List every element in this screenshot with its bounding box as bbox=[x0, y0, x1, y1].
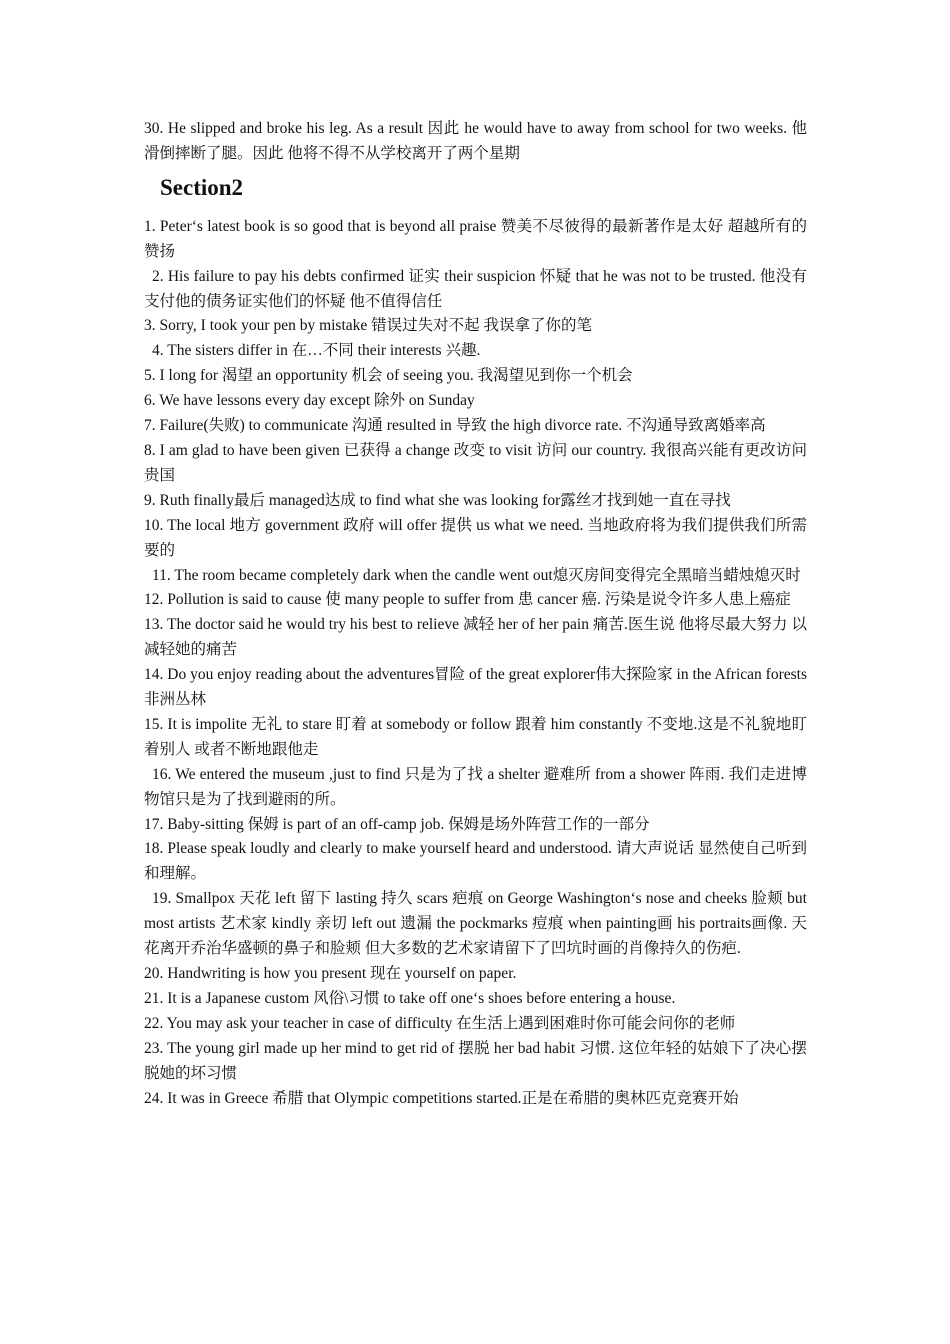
list-item: 20. Handwriting is how you present 现在 yourself on paper. bbox=[144, 965, 517, 982]
list-item: 11. The room became completely dark when the candle went out熄灭房间变得完全黑暗当蜡烛熄灭时 bbox=[152, 566, 801, 584]
list-item: 23. The young girl made up her mind to get rid of 摆脱 her bad habit 习惯. 这位年轻的姑娘下了决心摆脱她的坏习惯 bbox=[144, 1039, 807, 1082]
list-item: 21. It is a Japanese custom 风俗\习惯 to take off one‘s shoes before entering a house. bbox=[144, 989, 676, 1007]
list-item: 16. We entered the museum ,just to find 只是为了找 a shelter 避难所 from a shower 阵雨. 我们走进博物馆只是为了找到避雨的所。 bbox=[144, 765, 807, 808]
list-item: 22. You may ask your teacher in case of difficulty 在生活上遇到困难时你可能会问你的老师 bbox=[144, 1014, 736, 1032]
list-item: 10. The local 地方 government 政府 will offer 提供 us what we need. 当地政府将为我们提供我们所需要的 bbox=[144, 516, 807, 559]
list-item: 15. It is impolite 无礼 to stare 盯着 at somebody or follow 跟着 him constantly 不变地.这是不礼貌地盯着别人 或者不断地跟他走 bbox=[144, 715, 807, 758]
list-item: 6. We have lessons every day except 除外 on Sunday bbox=[144, 392, 475, 410]
list-item: 5. I long for 渴望 an opportunity 机会 of seeing you. 我渴望见到你一个机会 bbox=[144, 367, 633, 385]
list-item: 4. The sisters differ in 在…不同 their interests 兴趣. bbox=[152, 342, 481, 360]
list-item: 18. Please speak loudly and clearly to make yourself heard and understood. 请大声说话 显然使自己听到和理解。 bbox=[144, 840, 807, 883]
list-item: 24. It was in Greece 希腊 that Olympic competitions started.正是在希腊的奥林匹克竞赛开始 bbox=[144, 1089, 739, 1107]
item-list bbox=[144, 215, 807, 1112]
document-page bbox=[144, 117, 807, 1111]
list-item: 3. Sorry, I took your pen by mistake 错误过失对不起 我误拿了你的笔 bbox=[144, 317, 593, 335]
list-item: 13. The doctor said he would try his best to relieve 减轻 her of her pain 痛苦.医生说 他将尽最大努力 以减轻她的痛苦 bbox=[144, 616, 807, 659]
list-item: 2. His failure to pay his debts confirmed 证实 their suspicion 怀疑 that he was not to be trusted. 他没有支付他的债务证实他们的怀疑 他不值得信任 bbox=[144, 267, 807, 310]
list-item: 1. Peter‘s latest book is so good that is beyond all praise 赞美不尽彼得的最新著作是太好 超越所有的赞扬 bbox=[144, 217, 807, 260]
list-item: 17. Baby-sitting 保姆 is part of an off-camp job. 保姆是场外阵营工作的一部分 bbox=[144, 815, 650, 833]
list-item: 8. I am glad to have been given 已获得 a change 改变 to visit 访问 our country. 我很高兴能有更改访问贵国 bbox=[144, 441, 807, 484]
section-title: Section2 bbox=[160, 174, 244, 200]
list-item: 19. Smallpox 天花 left 留下 lasting 持久 scars 疤痕 on George Washington‘s nose and cheeks 脸颊 but most artists 艺术家 kindly 亲切 left out 遗漏 the pockmarks 痘痕 when painting画 his portraits画像. 天花离开乔治华盛顿的鼻子和脸颊 但大多数的艺术家请留下了凹坑时画的肖像持久的伤疤. bbox=[144, 890, 807, 958]
list-item: 9. Ruth finally最后 managed达成 to find what she was looking for露丝才找到她一直在寻找 bbox=[144, 491, 731, 509]
list-item: 12. Pollution is said to cause 使 many people to suffer from 患 cancer 癌. 污染是说令许多人患上癌症 bbox=[144, 591, 791, 609]
list-item: 7. Failure(失败) to communicate 沟通 resulted in 导致 the high divorce rate. 不沟通导致离婚率高 bbox=[144, 417, 766, 435]
list-item: 14. Do you enjoy reading about the adventures冒险 of the great explorer伟大探险家 in the African forests 非洲丛林 bbox=[144, 666, 807, 709]
intro-item: 30. He slipped and broke his leg. As a result 因此 he would have to away from school for two weeks. 他滑倒摔断了腿。因此 他将不得不从学校离开了两个星期 bbox=[144, 120, 807, 162]
